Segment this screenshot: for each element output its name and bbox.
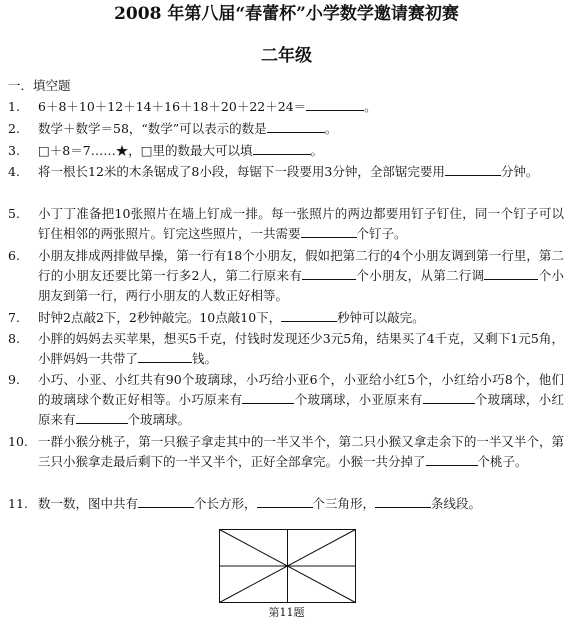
question-number: 9. <box>8 372 20 387</box>
answer-blank[interactable] <box>445 163 501 176</box>
question-number: 8. <box>8 331 20 346</box>
question-text: 小朋友排成两排做早操，第一行有18个小朋友，假如把第二行的4个小朋友调到第一行里，第二行的小朋友还要比第一行多2人，第二行原来有 个小朋友，从第二行调 个小朋友到第一行，两行小朋友的人数正好相等。 <box>38 248 564 303</box>
question-text: 小巧、小亚、小红共有90个玻璃球，小巧给小亚6个，小亚给小红5个，小红给小巧8个，他们的玻璃球个数正好相等。小巧原来有 个玻璃球，小亚原来有 个玻璃球，小红原来有 个玻璃球。 <box>38 372 564 427</box>
answer-blank[interactable] <box>257 495 313 508</box>
question-text: 一群小猴分桃子，第一只猴子拿走其中的一半又半个，第二只小猴又拿走余下的一半又半个，第三只小猴拿走最后剩下的一半又半个，正好全部拿完。小猴一共分掉了 个桃子。 <box>38 434 564 469</box>
question-text: 6＋8＋10＋12＋14＋16＋18＋20＋22＋24＝ 。 <box>38 99 377 114</box>
question-7 <box>8 308 564 328</box>
answer-blank[interactable] <box>306 98 364 111</box>
question-text: 小胖的妈妈去买苹果，想买5千克，付钱时发现还少3元5角，结果买了4千克，又剩下1元5角，小胖妈妈一共带了 钱。 <box>38 331 564 366</box>
answer-blank[interactable] <box>302 267 356 280</box>
question-11 <box>8 494 564 514</box>
question-text: 将一根长12米的木条锯成了8小段，每锯下一段要用3分钟，全部锯完要用 分钟。 <box>38 164 539 179</box>
question-number: 11. <box>8 496 28 511</box>
question-2 <box>8 119 564 139</box>
question-number: 1. <box>8 99 20 114</box>
exam-title: 2008 年第八届“春蕾杯”小学数学邀请赛初赛 <box>114 4 459 24</box>
question-4 <box>8 162 564 182</box>
answer-blank[interactable] <box>426 453 478 466</box>
question-5 <box>8 204 564 244</box>
question-1 <box>8 97 564 117</box>
answer-blank[interactable] <box>138 350 192 363</box>
question-number: 7. <box>8 310 20 325</box>
question-number: 5. <box>8 206 20 221</box>
answer-blank[interactable] <box>138 495 194 508</box>
question-3 <box>8 141 564 161</box>
answer-blank[interactable] <box>76 411 128 424</box>
question-text: 小丁丁准备把10张照片在墙上钉成一排。每一张照片的两边都要用钉子钉住，同一个钉子可以钉住相邻的两张照片。钉完这些照片，一共需要 个钉子。 <box>38 206 564 241</box>
answer-blank[interactable] <box>375 495 431 508</box>
question-text: 数学＋数学＝58，“数学”可以表示的数是 。 <box>38 121 338 136</box>
grade-heading: 二年级 <box>261 46 312 66</box>
answer-blank[interactable] <box>484 267 538 280</box>
question-8 <box>8 329 564 369</box>
question-text: 数一数，图中共有 个长方形， 个三角形， 条线段。 <box>38 496 482 511</box>
question-number: 10. <box>8 434 28 449</box>
answer-blank[interactable] <box>423 391 475 404</box>
answer-blank[interactable] <box>267 120 325 133</box>
answer-blank[interactable] <box>281 309 337 322</box>
answer-blank[interactable] <box>301 225 357 238</box>
question-number: 3. <box>8 143 20 158</box>
geometry-figure <box>219 529 356 603</box>
answer-blank[interactable] <box>253 142 311 155</box>
question-text: 时钟2点敲2下，2秒钟敲完。10点敲10下， 秒钟可以敲完。 <box>38 310 425 325</box>
question-6 <box>8 246 564 306</box>
question-number: 6. <box>8 248 20 263</box>
question-9 <box>8 370 564 430</box>
question-text: □＋8＝7……★，□里的数最大可以填 。 <box>38 143 324 158</box>
question-number: 4. <box>8 164 20 179</box>
question-number: 2. <box>8 121 20 136</box>
section-heading: 一．填空题 <box>8 78 71 93</box>
figure-caption: 第11题 <box>268 606 305 619</box>
question-10 <box>8 432 564 472</box>
answer-blank[interactable] <box>242 391 294 404</box>
